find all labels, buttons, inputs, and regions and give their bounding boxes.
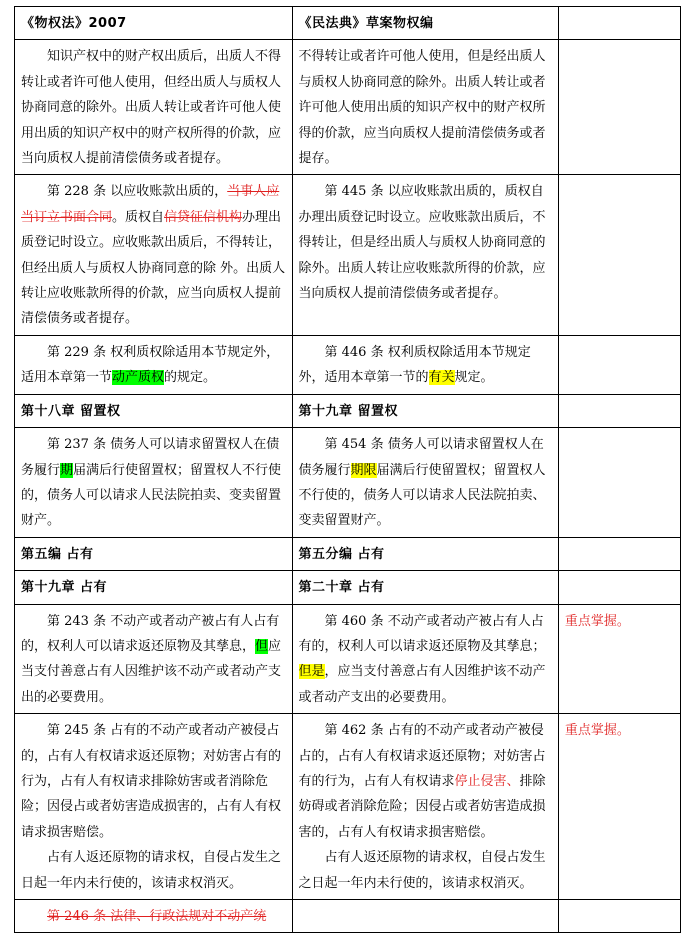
clause-text: 不得转让或者许可他人使用，但是经出质人与质权人协商同意的除外。出质人转让或者许可他人使用出质的知识产权中的财产权所得的价款，应当向质权人提前清偿债务或者提存。 [298, 49, 546, 167]
table-row [15, 604, 681, 714]
chapter-title-new: 第十九章 留置权 [292, 394, 558, 427]
comparison-table [14, 6, 681, 933]
part-title-old: 第五编 占有 [15, 537, 293, 570]
chapter-title-old: 第十八章 留置权 [15, 394, 293, 427]
highlighted-text: 但是 [298, 664, 325, 680]
deleted-text: 当事人应当订立书面合同 [21, 184, 280, 225]
clause-text: 第 454 条 债务人可以请求留置权人在债务履行期限届满后行使留置权；留置权人不行使的，债务人可以请求人民法院拍卖、变卖留置财产。 [298, 437, 546, 529]
header-col1: 《物权法》2007 [15, 7, 293, 40]
cell-old [15, 714, 293, 900]
cell-note [558, 714, 680, 900]
cell-note [558, 175, 680, 335]
highlighted-text: 动产质权 [112, 370, 165, 386]
cell-note [558, 537, 680, 570]
chapter-row [15, 571, 681, 604]
highlighted-text: 但 [255, 638, 269, 654]
table-row [15, 714, 681, 900]
clause-text: 第 446 条 权利质权除适用本节规定外，适用本章第一节的有关规定。 [298, 344, 531, 386]
clause-text: 第 460 条 不动产或者动产被占有人占有的，权利人可以请求返还原物及其孳息；但是，应当支付善意占有人因维护该不动产或者动产支出的必要费用。 [298, 613, 546, 705]
table-header-row [15, 7, 681, 40]
highlighted-text: 期限 [350, 462, 377, 478]
clause-text: 第 243 条 不动产或者动产被占有人占有的，权利人可以请求返还原物及其孳息，但应当支付善意占有人因维护该不动产或者动产支出的必要费用。 [21, 613, 282, 705]
cell-old [15, 428, 293, 538]
cell-old [15, 175, 293, 335]
cell-new [292, 335, 558, 394]
chapter-title-new: 第二十章 占有 [292, 571, 558, 604]
note-text: 重点掌握。 [564, 723, 630, 739]
cell-new [292, 714, 558, 900]
added-text: 停止侵害、 [454, 773, 520, 789]
cell-note [558, 394, 680, 427]
cell-old [15, 900, 293, 933]
cell-note [558, 40, 680, 175]
cell-note [558, 335, 680, 394]
table-row [15, 40, 681, 175]
clause-text: 占有人返还原物的请求权，自侵占发生之日起一年内未行使的，该请求权消灭。 [21, 850, 282, 891]
cell-new [292, 900, 558, 933]
clause-text: 占有人返还原物的请求权，自侵占发生之日起一年内未行使的，该请求权消灭。 [298, 850, 546, 891]
header-col3 [558, 7, 680, 40]
cell-note [558, 428, 680, 538]
cell-new [292, 175, 558, 335]
chapter-title-old: 第十九章 占有 [15, 571, 293, 604]
part-title-new: 第五分编 占有 [292, 537, 558, 570]
table-row [15, 428, 681, 538]
cell-new [292, 40, 558, 175]
highlighted-text: 期 [60, 462, 74, 478]
clause-text: 知识产权中的财产权出质后，出质人不得转让或者许可他人使用，但经出质人与质权人协商同意的除外。出质人转让或者许可他人使用出质的知识产权中的财产权所得的价款，应当向质权人提前清偿债务或者提存。 [21, 49, 282, 167]
table-row [15, 900, 681, 933]
highlighted-text: 有关 [428, 370, 455, 386]
cell-new [292, 428, 558, 538]
clause-text: 第 462 条 占有的不动产或者动产被侵占的，占有人有权请求返还原物；对妨害占有的行为，占有人有权请求停止侵害、排除妨碍或者消除危险；因侵占或者妨害造成损害的，占有人有权请求损害赔偿。 [298, 723, 546, 840]
deleted-text: 第 246 条 法律、行政法规对不动产统 [47, 909, 267, 924]
cell-old [15, 604, 293, 714]
chapter-row [15, 394, 681, 427]
table-row [15, 335, 681, 394]
clause-text: 第 445 条 以应收账款出质的，质权自办理出质登记时设立。应收账款出质后，不得转让，但是经出质人与质权人协商同意的除外。出质人转让应收账款所得的价款，应当向质权人提前清偿债务或者提存。 [298, 184, 546, 302]
clause-text [21, 904, 286, 929]
clause-text: 第 229 条 权利质权除适用本节规定外，适用本章第一节动产质权的规定。 [21, 344, 280, 386]
clause-text: 第 228 条 以应收账款出质的，当事人应当订立书面合同。质权自信贷征信机构办理出质登记时设立。应收账款出质后，不得转让，但经出质人与质权人协商同意的除 外。出质人转让应收账款所得的价款，应当向质权人提前清偿债务或者提存。 [21, 184, 286, 327]
header-col2: 《民法典》草案物权编 [292, 7, 558, 40]
cell-old [15, 335, 293, 394]
deleted-text: 信贷征信机构 [164, 209, 243, 225]
clause-text: 第 245 条 占有的不动产或者动产被侵占的，占有人有权请求返还原物；对妨害占有的行为，占有人有权请求排除妨害或者消除危险；因侵占或者妨害造成损害的，占有人有权请求损害赔偿。 [21, 723, 282, 840]
cell-new [292, 604, 558, 714]
table-row [15, 175, 681, 335]
cell-old [15, 40, 293, 175]
note-text: 重点掌握。 [564, 613, 630, 629]
cell-note [558, 604, 680, 714]
clause-text: 第 237 条 债务人可以请求留置权人在债务履行期届满后行使留置权；留置权人不行使的，债务人可以请求人民法院拍卖、变卖留置财产。 [21, 437, 282, 529]
cell-note [558, 900, 680, 933]
cell-note [558, 571, 680, 604]
chapter-row [15, 537, 681, 570]
